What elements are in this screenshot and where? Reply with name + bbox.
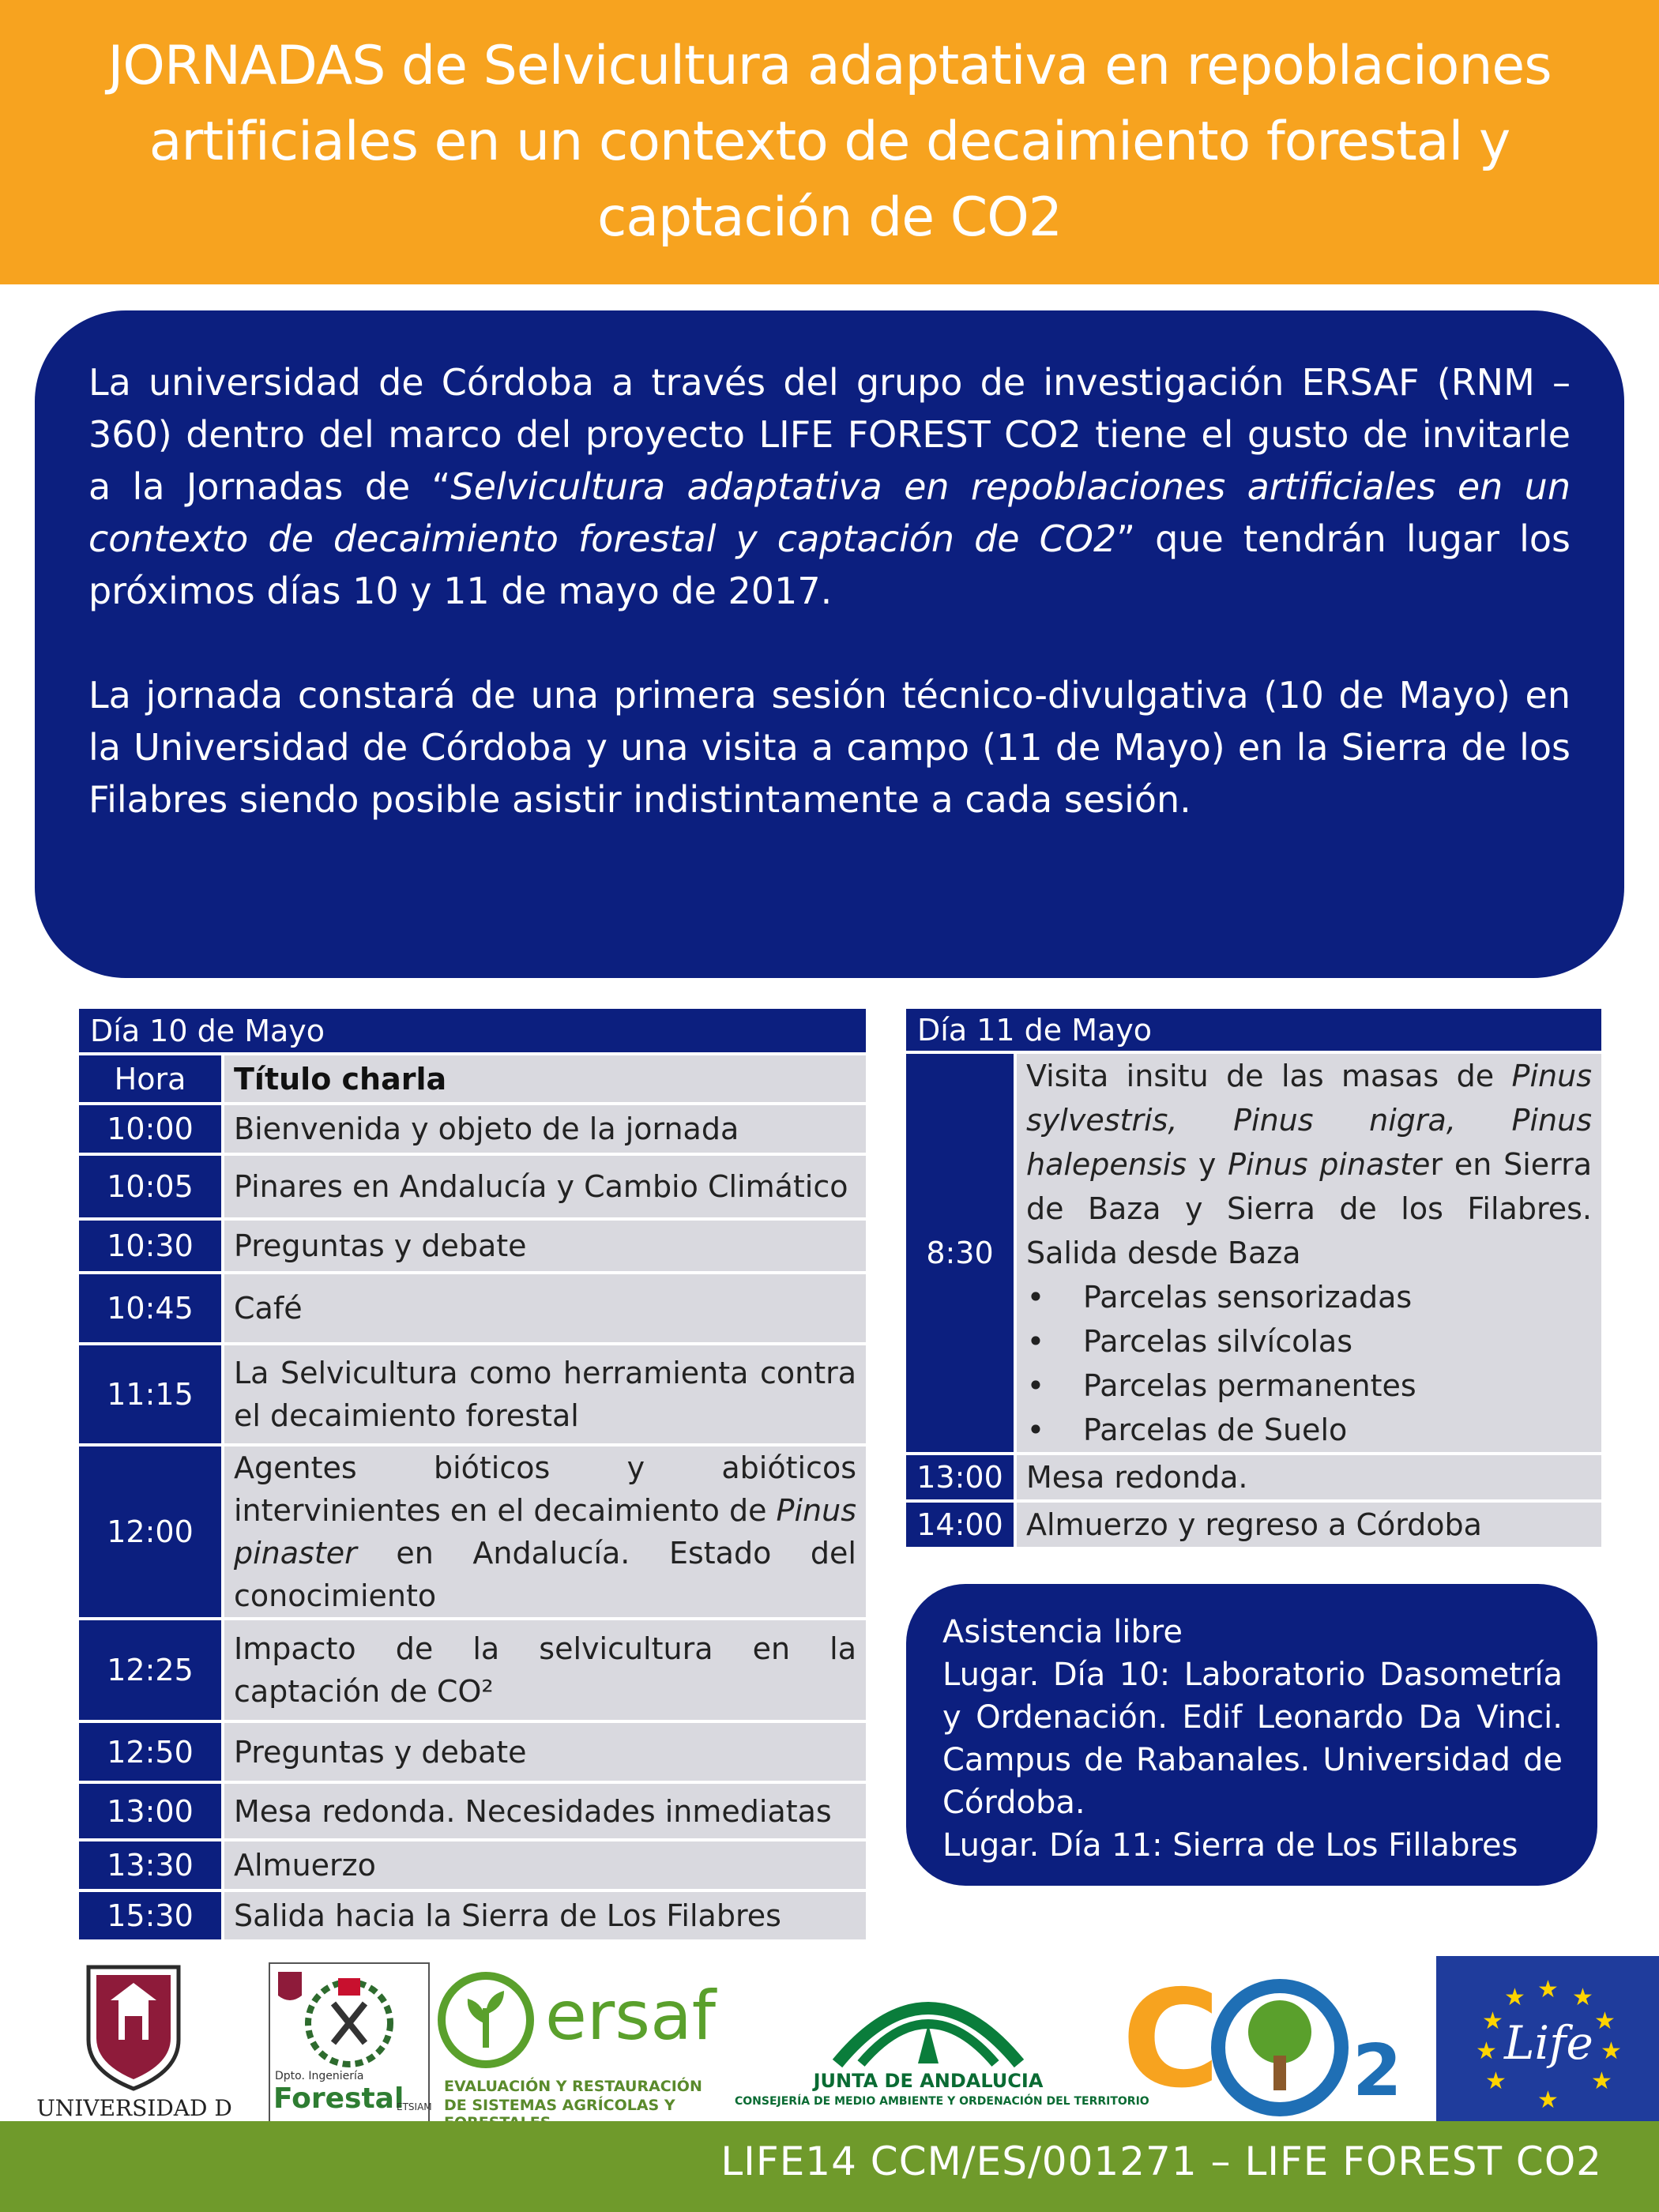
- info-line-2: Lugar. Día 10: Laboratorio Dasometría y Ordenación. Edif Leonardo Da Vinci. Campus de Rabanales. Universidad de Córdoba.: [942, 1657, 1563, 1821]
- forestal-name: Forestal: [273, 2082, 404, 2115]
- table-row: [79, 1617, 866, 1720]
- row-title: Café: [224, 1271, 866, 1342]
- svg-text:★: ★: [1485, 2067, 1507, 2095]
- table-row: [79, 1342, 866, 1443]
- junta-arch-icon: [735, 1969, 1122, 2071]
- forestal-emblem-icon: [270, 1964, 428, 2075]
- table-row: [906, 1051, 1601, 1452]
- junta-name: JUNTA DE ANDALUCIA: [813, 2070, 1044, 2092]
- svg-text:★: ★: [1594, 2007, 1616, 2035]
- visit-species-2: Pinus pinaste: [1228, 1147, 1431, 1182]
- day10-heading: Día 10 de Mayo: [79, 1009, 866, 1052]
- row-time: 13:00: [79, 1781, 224, 1838]
- row-title: [224, 1443, 866, 1617]
- day11-heading: Día 11 de Mayo: [906, 1009, 1601, 1051]
- table-row: [79, 1889, 866, 1939]
- visit-text-b: r en Sierra de Baza y Sierra de los Filabres. Salida desde Baza: [1026, 1147, 1592, 1270]
- co2-logo: [1122, 1962, 1414, 2124]
- logo-strip: [0, 1953, 1659, 2124]
- project-code: LIFE14 CCM/ES/001271 – LIFE FOREST CO2: [720, 2139, 1602, 2184]
- life-logo: [1436, 1956, 1659, 2124]
- table-row: [79, 1720, 866, 1781]
- attendance-info-box: [906, 1584, 1597, 1886]
- row-title: Almuerzo y regreso a Córdoba: [1017, 1499, 1601, 1547]
- uco-name: UNIVERSIDAD D: [36, 2095, 232, 2121]
- svg-text:★: ★: [1504, 1984, 1525, 2011]
- row-time: 13:00: [906, 1452, 1017, 1499]
- svg-text:★: ★: [1591, 2067, 1612, 2095]
- page-title: JORNADAS de Selvicultura adaptativa en repoblaciones artificiales en un contexto de decaimiento forestal y captación de CO2: [107, 35, 1552, 249]
- row-title: Impacto de la selvicultura en la captación de CO²: [224, 1617, 866, 1720]
- row-title: Mesa redonda.: [1017, 1452, 1601, 1499]
- row-title: Almuerzo: [224, 1838, 866, 1889]
- row-time: 10:00: [79, 1102, 224, 1153]
- svg-text:★: ★: [1537, 2086, 1559, 2114]
- row-title: Pinares en Andalucía y Cambio Climático: [224, 1153, 866, 1217]
- row-title: Preguntas y debate: [224, 1217, 866, 1271]
- row-time: 8:30: [906, 1051, 1017, 1452]
- visit-species-1: Pinus sylvestris, Pinus nigra, Pinus halepensis: [1026, 1059, 1592, 1182]
- co2-subscript: 2: [1352, 2030, 1402, 2112]
- row-time: 11:15: [79, 1342, 224, 1443]
- table-row: [906, 1452, 1601, 1499]
- list-item: • Parcelas permanentes: [1083, 1364, 1592, 1408]
- list-item: • Parcelas sensorizadas: [1083, 1275, 1592, 1319]
- junta-subtitle: CONSEJERÍA DE MEDIO AMBIENTE Y ORDENACIÓN DEL TERRITORIO: [735, 2095, 1149, 2108]
- row-title: Mesa redonda. Necesidades inmediatas: [224, 1781, 866, 1838]
- co2-letter-c: C: [1122, 1962, 1221, 2118]
- row-title-a: Agentes bióticos y abióticos intervinientes en el decaimiento de: [234, 1450, 856, 1528]
- plot-list: [1026, 1275, 1592, 1452]
- table-row: [79, 1838, 866, 1889]
- info-line-3: Lugar. Día 11: Sierra de Los Fillabres: [942, 1827, 1518, 1864]
- row-time: 12:00: [79, 1443, 224, 1617]
- table-row: [79, 1102, 866, 1153]
- intro-box: [35, 310, 1624, 978]
- table-row: [906, 1499, 1601, 1547]
- life-name: Life: [1504, 2016, 1593, 2070]
- junta-logo: [735, 1969, 1149, 2124]
- table-row: [79, 1781, 866, 1838]
- row-time: 12:25: [79, 1617, 224, 1720]
- row-time: 10:30: [79, 1217, 224, 1271]
- visit-description: [1017, 1051, 1601, 1452]
- visit-text-and: y: [1187, 1147, 1228, 1182]
- svg-text:★: ★: [1572, 1984, 1593, 2011]
- row-time: 13:30: [79, 1838, 224, 1889]
- intro-text-b: ” que tendrán lugar los próximos días 10 y 11 de mayo de 2017.: [88, 517, 1571, 612]
- day10-col-title: Título charla: [224, 1052, 866, 1102]
- footer-bar: [0, 2121, 1659, 2212]
- list-item: • Parcelas silvícolas: [1083, 1319, 1592, 1364]
- row-title: Salida hacia la Sierra de Los Filabres: [224, 1889, 866, 1939]
- table-row: [79, 1271, 866, 1342]
- table-row: [79, 1443, 866, 1617]
- table-row: [79, 1153, 866, 1217]
- row-title: Preguntas y debate: [224, 1720, 866, 1781]
- row-time: 15:30: [79, 1889, 224, 1939]
- info-line-1: Asistencia libre: [942, 1614, 1183, 1650]
- row-time: 10:05: [79, 1153, 224, 1217]
- row-time: 12:50: [79, 1720, 224, 1781]
- co2-tree-icon: [1209, 1977, 1351, 2119]
- forestal-dept: Dpto. Ingeniería: [275, 2070, 364, 2082]
- forestal-logo: [269, 1962, 430, 2124]
- svg-text:★: ★: [1537, 1976, 1559, 2003]
- svg-text:★: ★: [1482, 2007, 1503, 2035]
- list-item: • Parcelas de Suelo: [1083, 1408, 1592, 1452]
- ersaf-logo: [434, 1969, 727, 2124]
- row-title-b: en Andalucía. Estado del conocimiento: [234, 1536, 856, 1613]
- table-row: [79, 1217, 866, 1271]
- row-title: La Selvicultura como herramienta contra el decaimiento forestal: [224, 1342, 866, 1443]
- svg-text:★: ★: [1476, 2037, 1497, 2065]
- visit-text-a: Visita insitu de las masas de: [1026, 1059, 1512, 1093]
- intro-text-a: La universidad de Córdoba a través del grupo de investigación ERSAF (RNM – 360) dentro del marco del proyecto LIFE FOREST CO2 tiene el gusto de invitarle a la Jornadas de “: [88, 361, 1571, 508]
- ersaf-sub-1: EVALUACIÓN Y RESTAURACIÓN: [444, 2078, 702, 2095]
- header-banner: [0, 0, 1659, 284]
- day10-col-time: Hora: [79, 1052, 224, 1102]
- ersaf-leaf-icon: [434, 1969, 537, 2071]
- schedule-day11-table: [906, 1009, 1601, 1547]
- ersaf-sub-2: DE SISTEMAS AGRÍCOLAS Y: [444, 2097, 675, 2114]
- schedule-day10-table: [79, 1009, 866, 1939]
- row-title: Bienvenida y objeto de la jornada: [224, 1102, 866, 1153]
- row-time: 10:45: [79, 1271, 224, 1342]
- svg-text:★: ★: [1601, 2037, 1622, 2065]
- intro-paragraph-1: [88, 356, 1571, 617]
- uco-logo: [0, 1953, 269, 2124]
- etsiam-name: ETSIAM: [397, 2101, 432, 2112]
- visit-text: [1026, 1054, 1592, 1275]
- intro-text-italic: Selvicultura adaptativa en repoblaciones artificiales en un contexto de decaimiento forestal y captación de CO2: [88, 465, 1571, 560]
- ersaf-name: ersaf: [545, 1977, 717, 2056]
- intro-paragraph-2: La jornada constará de una primera sesión técnico-divulgativa (10 de Mayo) en la Universidad de Córdoba y una visita a campo (11 de Mayo) en la Sierra de los Filabres siendo posible asistir indistintamente a cada sesión.: [88, 674, 1571, 821]
- row-time: 14:00: [906, 1499, 1017, 1547]
- row-title-italic: Pinus pinaster: [234, 1493, 856, 1571]
